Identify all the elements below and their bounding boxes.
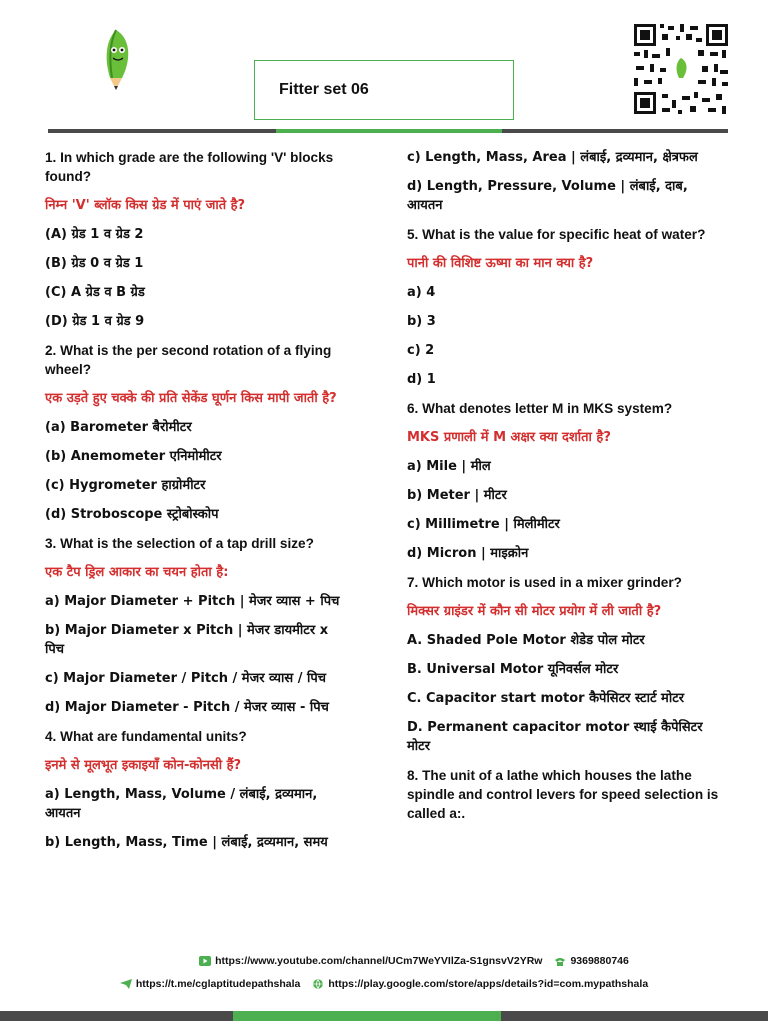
- option-text: b) 3: [407, 314, 436, 329]
- option-text: d) Length, Pressure, Volume | लंबाई, दाब, आयतन: [407, 179, 688, 213]
- question-text: 4. What are fundamental units?: [45, 729, 247, 744]
- header-divider-accent: [276, 129, 502, 133]
- logo-icon: [96, 28, 136, 92]
- hindi-question-text: इनमे से मूलभूत इकाइयाँ कोन-कोनसी हैं?: [45, 758, 242, 773]
- phone-icon: [554, 956, 566, 966]
- qr-code[interactable]: [632, 22, 730, 116]
- option-text: d) Micron | माइक्रोन: [407, 546, 529, 561]
- option-text: c) 2: [407, 343, 435, 358]
- option-text: c) Major Diameter / Pitch / मेजर व्यास / पिच: [45, 671, 326, 686]
- option-text: b) Major Diameter x Pitch | मेजर डायमीटर x पिच: [45, 623, 329, 657]
- hindi-question-text: निम्न 'V' ब्लॉक किस ग्रेड में पाएं जाते है?: [45, 198, 246, 213]
- option-text: B. Universal Motor यूनिवर्सल मोटर: [407, 662, 619, 677]
- page-title: Fitter set 06: [279, 81, 369, 98]
- right-column: [407, 148, 727, 833]
- footer-line-2: [0, 978, 768, 990]
- telegram-link[interactable]: https://t.me/cglaptitudepathshala: [135, 978, 301, 990]
- option-text: c) Millimetre | मिलीमीटर: [407, 517, 560, 532]
- option-text: (B) ग्रेड 0 व ग्रेड 1: [45, 256, 144, 271]
- question-text: 8. The unit of a lathe which houses the lathe spindle and control levers for speed selection is called a:.: [407, 768, 719, 821]
- option-text: a) Length, Mass, Volume / लंबाई, द्रव्यमान, आयतन: [45, 787, 318, 821]
- option-text: b) Meter | मीटर: [407, 488, 507, 503]
- play-store-link[interactable]: https://play.google.com/store/apps/details?id=com.mypathshala: [328, 978, 649, 990]
- option-text: d) Major Diameter - Pitch / मेजर व्यास - पिच: [45, 700, 329, 715]
- hindi-question-text: MKS प्रणाली में M अक्षर क्या दर्शाता है?: [407, 430, 611, 445]
- title-box: [254, 60, 514, 120]
- option-text: c) Length, Mass, Area | लंबाई, द्रव्यमान, क्षेत्रफल: [407, 150, 698, 165]
- hindi-question-text: एक टैप ड्रिल आकार का चयन होता है:: [45, 565, 229, 580]
- telegram-icon: [120, 979, 132, 989]
- option-text: a) Mile | मील: [407, 459, 491, 474]
- option-text: (d) Stroboscope स्ट्रोबोस्कोप: [45, 507, 219, 522]
- question-text: 6. What denotes letter M in MKS system?: [407, 401, 673, 416]
- footer-line-1: [0, 955, 768, 967]
- option-text: (C) A ग्रेड व B ग्रेड: [45, 285, 145, 300]
- option-text: a) Major Diameter + Pitch | मेजर व्यास + पिच: [45, 594, 340, 609]
- question-text: 5. What is the value for specific heat of water?: [407, 227, 706, 242]
- question-text: 2. What is the per second rotation of a flying wheel?: [45, 343, 332, 377]
- globe-icon: [312, 979, 324, 989]
- option-text: C. Capacitor start motor कैपेसिटर स्टार्ट मोटर: [407, 691, 685, 706]
- option-text: a) 4: [407, 285, 436, 300]
- option-text: (b) Anemometer एनिमोमीटर: [45, 449, 222, 464]
- option-text: A. Shaded Pole Motor शेडेड पोल मोटर: [407, 633, 645, 648]
- option-text: (c) Hygrometer हाग्रोमीटर: [45, 478, 206, 493]
- option-text: b) Length, Mass, Time | लंबाई, द्रव्यमान, समय: [45, 835, 328, 850]
- youtube-link[interactable]: https://www.youtube.com/channel/UCm7WeYVIlZa-S1gnsvV2YRw: [215, 955, 543, 967]
- hindi-question-text: मिक्सर ग्राइंडर में कौन सी मोटर प्रयोग में ली जाती है?: [407, 604, 662, 619]
- option-text: D. Permanent capacitor motor स्थाई कैपेसिटर मोटर: [407, 720, 703, 754]
- option-text: (a) Barometer बैरोमीटर: [45, 420, 192, 435]
- footer-divider-accent: [233, 1011, 501, 1021]
- phone-number[interactable]: 9369880746: [570, 955, 629, 967]
- youtube-icon: [199, 956, 211, 966]
- hindi-question-text: एक उड़ते हुए चक्के की प्रति सेकेंड घूर्णन किस मापी जाती है?: [45, 391, 337, 406]
- question-text: 1. In which grade are the following 'V' blocks found?: [45, 150, 334, 184]
- footer-divider: [0, 1011, 768, 1021]
- question-text: 7. Which motor is used in a mixer grinder?: [407, 575, 682, 590]
- option-text: (A) ग्रेड 1 व ग्रेड 2: [45, 227, 144, 242]
- option-text: (D) ग्रेड 1 व ग्रेड 9: [45, 314, 145, 329]
- header-divider: [48, 129, 728, 133]
- left-column: [45, 148, 365, 862]
- hindi-question-text: पानी की विशिष्ट ऊष्मा का मान क्या है?: [407, 256, 594, 271]
- option-text: d) 1: [407, 372, 436, 387]
- question-text: 3. What is the selection of a tap drill size?: [45, 536, 314, 551]
